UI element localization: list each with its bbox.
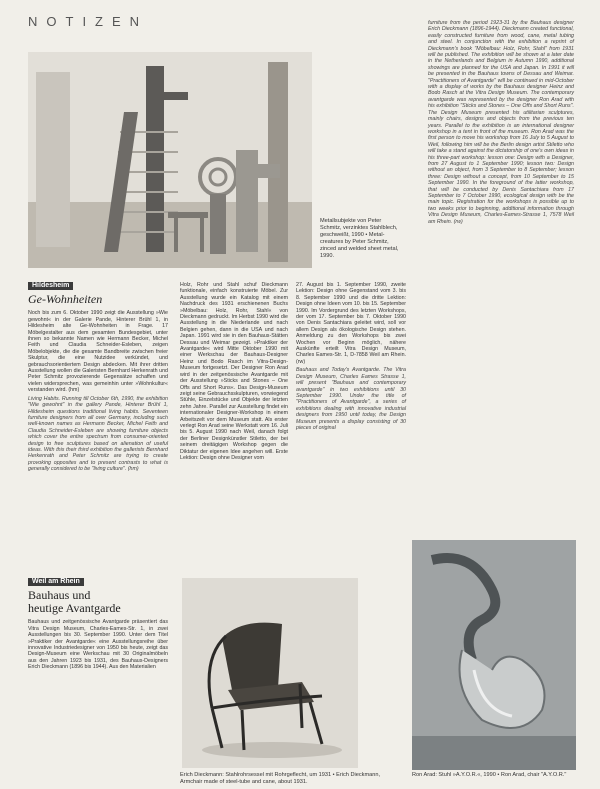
ayor-chair-illustration xyxy=(412,540,576,770)
photo-metal-creatures xyxy=(28,52,312,268)
photo-ron-arad-caption: Ron Arad: Stuhl »A.Y.O.R.«, 1990 • Ron Arad, chair "A.Y.O.R." xyxy=(412,772,567,778)
metal-sculptures-illustration xyxy=(28,52,312,268)
column-4-english: furniture from the period 1923-31 by the Bauhaus designer Erich Dieckmann (1896-1944). Dieckmann created functional, easily constructed furniture from wood, cane, metal tubing and steel. In conjunction with the exhibition a reprint of Dieckmann's book "Möbelbau: Holz, Rohr, Stahl" from 1931 will be published. The exhibition will be shown at a later date in the Netherlands and Belgium in Autumn 1990, additional showings are planned for the USA and Japan. In 1991 it will be presented in the Bauhaus towns of Dessau and Weimar. "Practitioners of Avantgarde" will be continued in mid-October with a display of works by the Bauhaus designer Heinz and Bodo Rasch at the Vitra Design Museum. The contemporary avantgarde was represented by the designer Ron Arad with his exhibition "Sticks and Stones – One Offs and Short Runs". The Design Museum presented his utilitarian sculptures, mainly chairs, designs and objects from the previous ten years. Parallel to the exhibition is an international designer workshop in a tent in front of the museum. Ron Arad was the first person to move his workshop from 16 July to 5 August to Weil, following him will be the Berlin design artist Stiletto who will take a stand against the dictatorship of one's own ideas in his three-part workshop: lesson one: Design with a Designer, from 27 August to 1 September 1990; lesson two: Design without an object, from 3 September to 8 September; lesson three: Design without a concept, from 10 September to 15 September 1990. In the foreground of the latter workshop, that will be conducted by Denis Santachiara from 17 September to 7 October 1990, ecological design with be the main topic. Registration for the workshops is possible up to two weeks prior to beginning, additional information through Vitra Design Museum, Charles-Eames-Strasse 1, 7578 Weil am Rhein. (rw) xyxy=(428,20,574,225)
article-column-3 xyxy=(296,282,406,433)
armchair-illustration xyxy=(182,578,358,768)
headline-line-2: heutige Avantgarde xyxy=(28,601,121,616)
column-3-english: Bauhaus and Today's Avantgarde. The Vitra Design Museum, Charles Eames Strasse 1, will present "Bauhaus and contemporary avantgarde" in two exhibitions until 30 September 1990. Under the title of "Practitioners of Avantgarde", a series of exhibitions dealing with innovative industrial designers from 1950 until today, the Design Museum presents a display consisting of 30 pieces of original xyxy=(296,367,406,431)
article-weil xyxy=(28,578,168,673)
location-tag-hildesheim: Hildesheim xyxy=(28,282,73,290)
article-hildesheim-german: Noch bis zum 6. Oktober 1990 zeigt die Ausstellung »Wie gewohnt« in der Galerie Pande, Hinterer Brühl 1, in Hildesheim alte Ge-Wohnheiten in Frage. 17 Möbelgestalter aus dem gesamten Bundesgebiet, unter ihnen so bekannte Namen wie Hermann Becker, Michel Feith und Claudia Schneider-Esleben, zeigen Möbelobjekte, die die gesamte Bandbreite zwischen freier Skulptur, die eine Nutzidee verkündet, und gebrauchsorientiertem Design abdecken. Mit ihrer dritten Ausstellung wollen die Galeristen Bernhard Herkenrath und Peter Schmitz provozierende Gegensätze schaffen und vielen widersprechen, was gemeinhin unter »Wohnkultur« verstanden wird. (hm) xyxy=(28,310,168,394)
article-column-4 xyxy=(428,20,574,227)
article-weil-german: Bauhaus und zeitgenössische Avantgarde präsentiert das Vitra Design Museum, Charles-Eames-Str. 1, in zwei Ausstellungen bis 30. September 1990. Unter dem Titel »Praktiker der Avantgarde« eine Ausstellungsreihe über innovative Industriedesigner von 1950 bis heute, zeigt das Design-Museum eine Werkschau mit 30 Originalmöbeln aus den Jahren 1923 bis 1931, des Bauhaus-Designers Erich Dieckmann (1896 bis 1944). Aus den Materialien xyxy=(28,619,168,671)
column-2-german: Holz, Rohr und Stahl schuf Dieckmann funktionale, einfach konstruierte Möbel. Zur Ausstellung wurde ein Katalog mit einem Nachdruck des 1931 erschienenen Buchs »Möbelbau: Holz, Rohr, Stahl« von Dieckmann gedruckt. Im Herbst 1990 wird die Ausstellung in die Niederlande und nach Belgien gehen, dann in die USA und nach Japan. 1991 wird sie in den Bauhaus-Stätten Dessau und Weimar gezeigt. »Praktiker der Avantgarde« wird Mitte Oktober 1990 mit einer Werkschau der Bauhaus-Designer Heinz und Bodo Rasch im Vitra-Design-Museum fortgesetzt. Der Designer Ron Arad wird in der zeitgenössische Avantgarde mit der Ausstellung »Sticks and Stones – One Offs and Short Runs«. Das Design-Museum zeigt seine Gebrauchsskulpturen, vorwiegend Stühle, Einzelstücke und Objekte der letzten zehn Jahre. Parallel zur Ausstellung findet ein internationaler Designer-Workshop in einem Arbeitszelt vor dem Museum statt. Als erster verlegt Ron Arad seine Werkstatt vom 16. Juli bis 5. August 1990 nach Weil, danach folgt der Berliner Designkünstler Stiletto, der bei seinem dreitägigen Workshop gegen die Diktatur der eigenen Idee angehen will. Erste Lektion: Design ohne Designer vom xyxy=(180,282,288,461)
location-tag-weil-am-rhein: Weil am Rhein xyxy=(28,578,84,586)
article-hildesheim-english: Living Habits. Running till October 6th, 1990, the exhibition "Wie gewohnt" in the gallery Pande, Hinterer Brühl 1, Hildesheim questions traditional living habits. Seventeen furniture designers from all over Germany, including such well-known names as Hermann Becker, Michel Feith and Claudia Schneider-Esleben are showing furniture objects which cover the entire spectrum from consumer-oriented design to free sculptures based on alienation of useful ideas. With this their third exhibition the gallerists Bernhard Herkenrath and Peter Schmitz are trying to create provoking opposites and to present contrasts to what is generally considered to be "living culture". (hm) xyxy=(28,395,168,473)
column-3-german: 27. August bis 1. September 1990, zweite Lektion: Design ohne Gegenstand vom 3. bis 8. September 1990 und die dritte Lektion: Design ohne Ideen vom 10. bis 15. September 1990. Im Vordergrund des letzten Workshops, der vom 17. September bis 7. Oktober 1990 von Denis Santachiara geleitet wird, soll vor allem Design als ökologische Design stehen. Anmeldung zu den Workshops bis zwei Wochen vor Beginn möglich, nähere Auskünfte erteilt Vitra Design Museum, Charles Eames-Str. 1, D-7858 Weil am Rhein. (rw) xyxy=(296,282,406,365)
photo-dieckmann-chair xyxy=(182,578,358,768)
article-hildesheim xyxy=(28,282,168,475)
section-header: NOTIZEN xyxy=(28,14,149,29)
headline-ge-wohnheiten: Ge-Wohnheiten xyxy=(28,292,103,307)
photo-ron-arad-chair xyxy=(412,540,576,770)
photo-metal-creatures-caption: Metallsubjekte von Peter Schmitz, verzinktes Stahlblech, geschweißt, 1990 • Metal-creatures by Peter Schmitz, zinced and welded sheet metal, 1990. xyxy=(320,218,399,259)
headline-line-1: Bauhaus und xyxy=(28,588,91,603)
photo-dieckmann-caption: Erich Dieckmann: Stahlrohrsessel mit Rohrgeflecht, um 1931 • Erich Dieckmann, Armchair made of steel-tube and cane, about 1931. xyxy=(180,772,380,785)
headline-bauhaus xyxy=(28,589,168,615)
article-column-2 xyxy=(180,282,288,463)
